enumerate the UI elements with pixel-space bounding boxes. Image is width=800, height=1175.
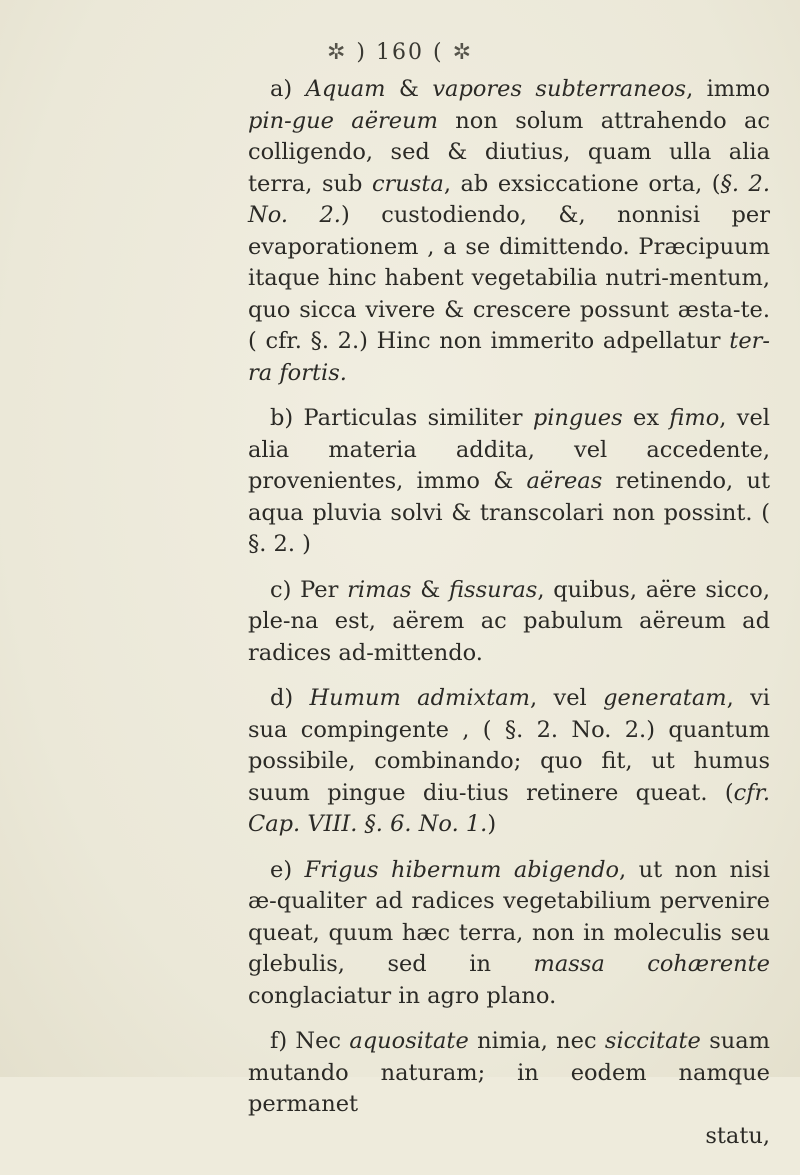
text-run: Per (291, 576, 348, 603)
body-text (248, 74, 770, 1175)
text-run: ) (487, 811, 497, 837)
paragraph-a (248, 74, 770, 389)
text-run: Particulas similiter (293, 405, 533, 431)
paragraph-label: c) (270, 576, 292, 603)
reference: cfr. Cap. VIII. §. 6. No. 1. (248, 779, 770, 837)
text-run: , ut non nisi æ-qualiter ad radices vegetabilium pervenire queat, quum hæc terra, non in moleculis seu glebulis, sed in (248, 856, 770, 977)
paragraph-label: f) (270, 1028, 288, 1054)
paragraph-label: e) (270, 856, 293, 883)
emphasis: crusta (371, 170, 444, 197)
emphasis: vapores subterraneos (432, 76, 687, 102)
text-run: ) custodiendo, &, nonnisi per evaporationem , a se dimittendo. Præcipuum itaque hinc habent vegetabilia nutri-mentum, quo sicca vivere & crescere possunt æsta-te. ( cfr. §. 2.) Hinc non immerito adpellatur (248, 202, 770, 354)
text-run: , vel (530, 685, 604, 711)
text-run: & (385, 76, 433, 102)
page-number: ) 160 ( (356, 40, 444, 65)
text-run: Nec (287, 1028, 350, 1054)
emphasis: pingues (532, 405, 623, 431)
page-header (0, 40, 800, 65)
text-run: retinendo, ut aqua pluvia solvi & transcolari non possint. ( §. 2. ) (248, 468, 770, 557)
text-run: , vel alia materia addita, vel accedente, provenientes, immo & (248, 405, 771, 494)
paragraph-c (248, 575, 770, 670)
right-ornament-icon: ✲ (452, 40, 474, 65)
emphasis: aëreas (526, 468, 603, 494)
emphasis: fimo (669, 405, 720, 431)
text-run: suam mutando naturam; in eodem namque permanet (248, 1028, 770, 1117)
emphasis: Humum admixtam (293, 685, 530, 711)
text-run: , immo (686, 76, 771, 102)
text-run: , vi sua compingente , ( §. 2. No. 2.) quantum possibile, combinando; quo fit, ut humus suum pingue diu-tius retinere queat. ( (248, 685, 770, 806)
paragraph-label: a) (270, 76, 293, 102)
emphasis: generatam (603, 685, 727, 711)
text-run: , ab exsiccatione orta, ( (443, 170, 721, 197)
paragraph-label: d) (270, 685, 294, 711)
emphasis: Aquam (305, 76, 386, 102)
emphasis: rimas (347, 576, 412, 603)
left-ornament-icon: ✲ (326, 40, 348, 65)
emphasis: massa cohærente (533, 951, 770, 977)
emphasis: ter-ra fortis. (248, 328, 770, 386)
paragraph-f (248, 1026, 770, 1121)
text-run: , quibus, aëre sicco, ple-na est, aërem ac pabulum aëreum ad radices ad-mittendo. (248, 576, 770, 666)
paragraph-label: b) (270, 405, 294, 431)
emphasis: aquositate (349, 1028, 469, 1054)
text-run: nimia, nec (468, 1028, 605, 1054)
emphasis: Frigus hibernum abigendo (292, 856, 620, 883)
paragraph-b (248, 403, 770, 561)
text-run: ex (622, 405, 670, 431)
emphasis: siccitate (604, 1028, 701, 1054)
catchword: statu, (705, 1122, 770, 1149)
paragraph-e (248, 855, 770, 1013)
text-run: non solum attrahendo ac colligendo, sed & diutius, quam ulla alia terra, sub (248, 107, 771, 197)
text-run: & (411, 576, 450, 603)
paragraph-d (248, 683, 770, 841)
emphasis: pin-gue aëreum (248, 107, 438, 134)
reference: §. 2. No. 2. (248, 170, 770, 228)
emphasis: fissuras (449, 576, 538, 603)
text-run: conglaciatur in agro plano. (248, 982, 557, 1009)
